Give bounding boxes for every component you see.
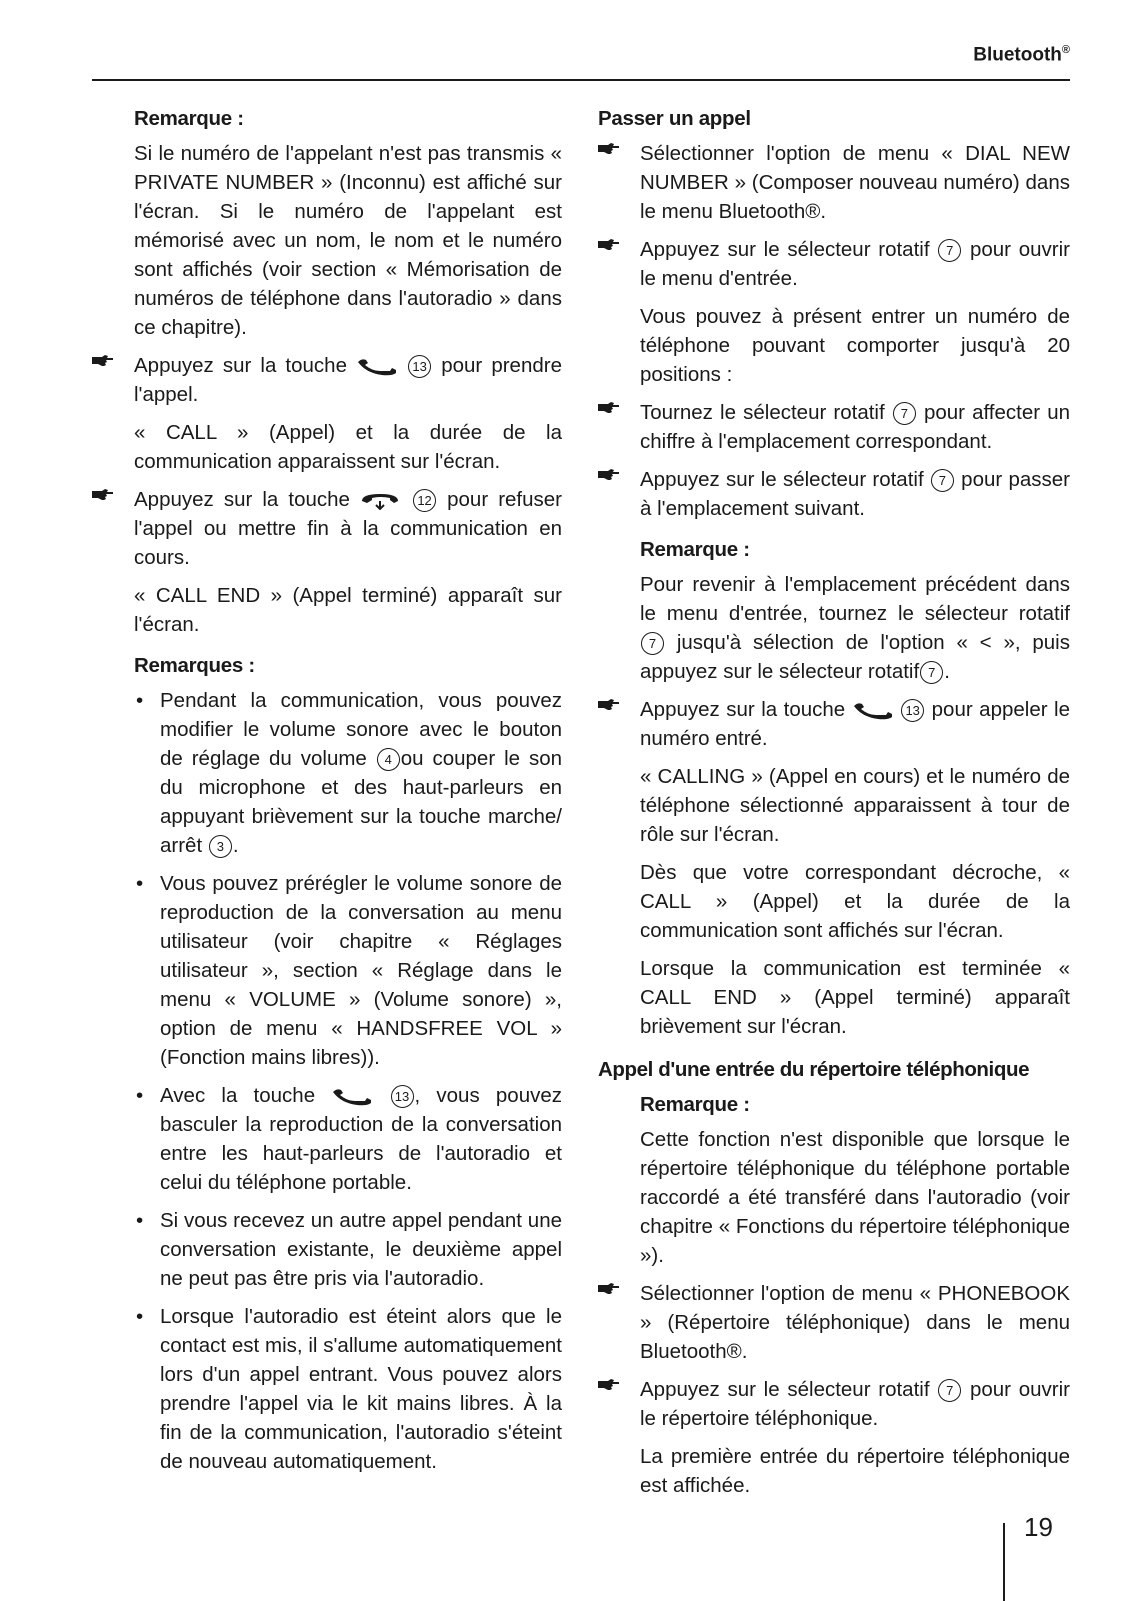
list-item: • Si vous recevez un autre appel pendant une conversation existante, le deuxième appel ne peut pas être pris via l'autoradio. <box>136 1209 562 1290</box>
result-text: « CALL END » (Appel terminé) apparaît sur l'écran. <box>134 584 562 636</box>
instruction-press-selector: Appuyez sur le sélecteur rotatif 7 pour passer à l'emplacement suivant. <box>598 465 1070 523</box>
result-text: La première entrée du répertoire téléphonique est affichée. <box>640 1445 1070 1497</box>
page-number-rule <box>1003 1523 1005 1601</box>
button-number-7: 7 <box>893 402 916 425</box>
pointing-hand-icon <box>598 468 620 482</box>
note-heading: Remarque : <box>134 107 244 130</box>
note-paragraph: Cette fonction n'est disponible que lorsque le répertoire téléphonique du téléphone portable raccordé a été transféré dans l'autoradio (voir chapitre « Fonctions du répertoire téléphonique »). <box>640 1128 1070 1267</box>
button-number-7: 7 <box>938 239 961 262</box>
phone-reject-icon <box>360 492 402 510</box>
section-heading-dial: Passer un appel <box>598 107 751 130</box>
phone-accept-icon <box>331 1088 373 1106</box>
list-item: • Lorsque l'autoradio est éteint alors que le contact est mis, il s'allume automatiquement lors d'un appel entrant. Vous pouvez alors prendre l'appel via le kit mains libres. À la fin de la communication, l'autoradio s'éteint de nouveau automatiquement. <box>136 1305 562 1473</box>
pointing-hand-icon <box>92 488 114 502</box>
button-number-13: 13 <box>408 355 431 378</box>
note-heading: Remarque : <box>640 538 750 561</box>
pointing-hand-icon <box>598 401 620 415</box>
button-number-7: 7 <box>641 632 664 655</box>
button-number-13: 13 <box>391 1085 414 1108</box>
page-number: 19 <box>1024 1512 1053 1542</box>
section-heading-phonebook: Appel d'une entrée du répertoire téléphonique <box>598 1058 1030 1081</box>
instruction-accept-call: Appuyez sur la touche 13 pour prendre l'appel. <box>92 351 562 409</box>
instruction-call-number: Appuyez sur la touche 13 pour appeler le numéro entré. <box>598 695 1070 753</box>
list-item: • Pendant la communication, vous pouvez modifier le volume sonore avec le bouton de réglage du volume 4 ou couper le son du microphone et des haut-parleurs en appuyant brièvement sur la touche marche/ arrêt 3 . <box>136 689 562 857</box>
button-number-7: 7 <box>920 661 943 684</box>
notes-list <box>134 686 562 1476</box>
instruction-open-phonebook: Appuyez sur le sélecteur rotatif 7 pour ouvrir le répertoire téléphonique. <box>598 1375 1070 1433</box>
note-heading: Remarque : <box>640 1093 750 1116</box>
instruction-open-entry: Appuyez sur le sélecteur rotatif 7 pour ouvrir le menu d'entrée. <box>598 235 1070 293</box>
result-text: Vous pouvez à présent entrer un numéro de téléphone pouvant comporter jusqu'à 20 positions : <box>640 305 1070 386</box>
note-paragraph: Pour revenir à l'emplacement précédent dans le menu d'entrée, tournez le sélecteur rotatif 7 jusqu'à sélection de l'option « < », puis appuyez sur le sélecteur rotatif 7 . <box>640 573 1070 683</box>
instruction-reject-call: Appuyez sur la touche 12 pour refuser l'appel ou mettre fin à la communication en cours. <box>92 485 562 572</box>
result-text: « CALL » (Appel) et la durée de la communication apparaissent sur l'écran. <box>134 421 562 473</box>
button-number-12: 12 <box>413 489 436 512</box>
phone-accept-icon <box>356 358 398 376</box>
pointing-hand-icon <box>598 142 620 156</box>
header-rule <box>92 79 1070 81</box>
button-number-3: 3 <box>209 835 232 858</box>
instruction-select-dial: Sélectionner l'option de menu « DIAL NEW NUMBER » (Composer nouveau numéro) dans le menu Bluetooth®. <box>598 139 1070 226</box>
phone-accept-icon <box>852 702 894 720</box>
button-number-7: 7 <box>938 1379 961 1402</box>
pointing-hand-icon <box>598 1282 620 1296</box>
header-title-text: Bluetooth <box>973 44 1062 66</box>
registered-mark: ® <box>1061 44 1070 56</box>
left-column <box>92 104 562 1485</box>
button-number-7: 7 <box>931 469 954 492</box>
button-number-13: 13 <box>901 699 924 722</box>
pointing-hand-icon <box>92 354 114 368</box>
result-text: Lorsque la communication est terminée « CALL END » (Appel terminé) apparaît brièvement sur l'écran. <box>640 957 1070 1038</box>
result-text: « CALLING » (Appel en cours) et le numéro de téléphone sélectionné apparaissent à tour de rôle sur l'écran. <box>640 765 1070 846</box>
list-item: • Avec la touche 13 , vous pouvez basculer la reproduction de la conversation entre les haut-parleurs de l'autoradio et celui du téléphone portable. <box>136 1084 563 1194</box>
note-paragraph: Si le numéro de l'appelant n'est pas transmis « PRIVATE NUMBER » (Inconnu) est affiché sur l'écran. Si le numéro de l'appelant est mémorisé avec un nom, le nom et le numéro sont affichés (voir section « Mémorisation de numéros de téléphone dans l'autoradio » dans ce chapitre). <box>134 142 562 339</box>
list-item: • Vous pouvez prérégler le volume sonore de reproduction de la conversation au menu utilisateur (voir chapitre « Réglages utilisateur », section « Réglage dans le menu « VOLUME » (Volume sonore) », option de menu « HANDSFREE VOL » (Fonction mains libres)). <box>136 872 562 1069</box>
button-number-4: 4 <box>377 748 400 771</box>
page-header-title <box>973 44 1070 66</box>
pointing-hand-icon <box>598 1378 620 1392</box>
instruction-select-phonebook: Sélectionner l'option de menu « PHONEBOOK » (Répertoire téléphonique) dans le menu Bluetooth®. <box>598 1279 1070 1366</box>
right-column <box>598 104 1070 1509</box>
instruction-turn-selector: Tournez le sélecteur rotatif 7 pour affecter un chiffre à l'emplacement correspondant. <box>598 398 1070 456</box>
pointing-hand-icon <box>598 698 620 712</box>
result-text: Dès que votre correspondant décroche, « CALL » (Appel) et la durée de la communication sont affichés sur l'écran. <box>640 861 1070 942</box>
notes-heading: Remarques : <box>134 654 255 677</box>
pointing-hand-icon <box>598 238 620 252</box>
